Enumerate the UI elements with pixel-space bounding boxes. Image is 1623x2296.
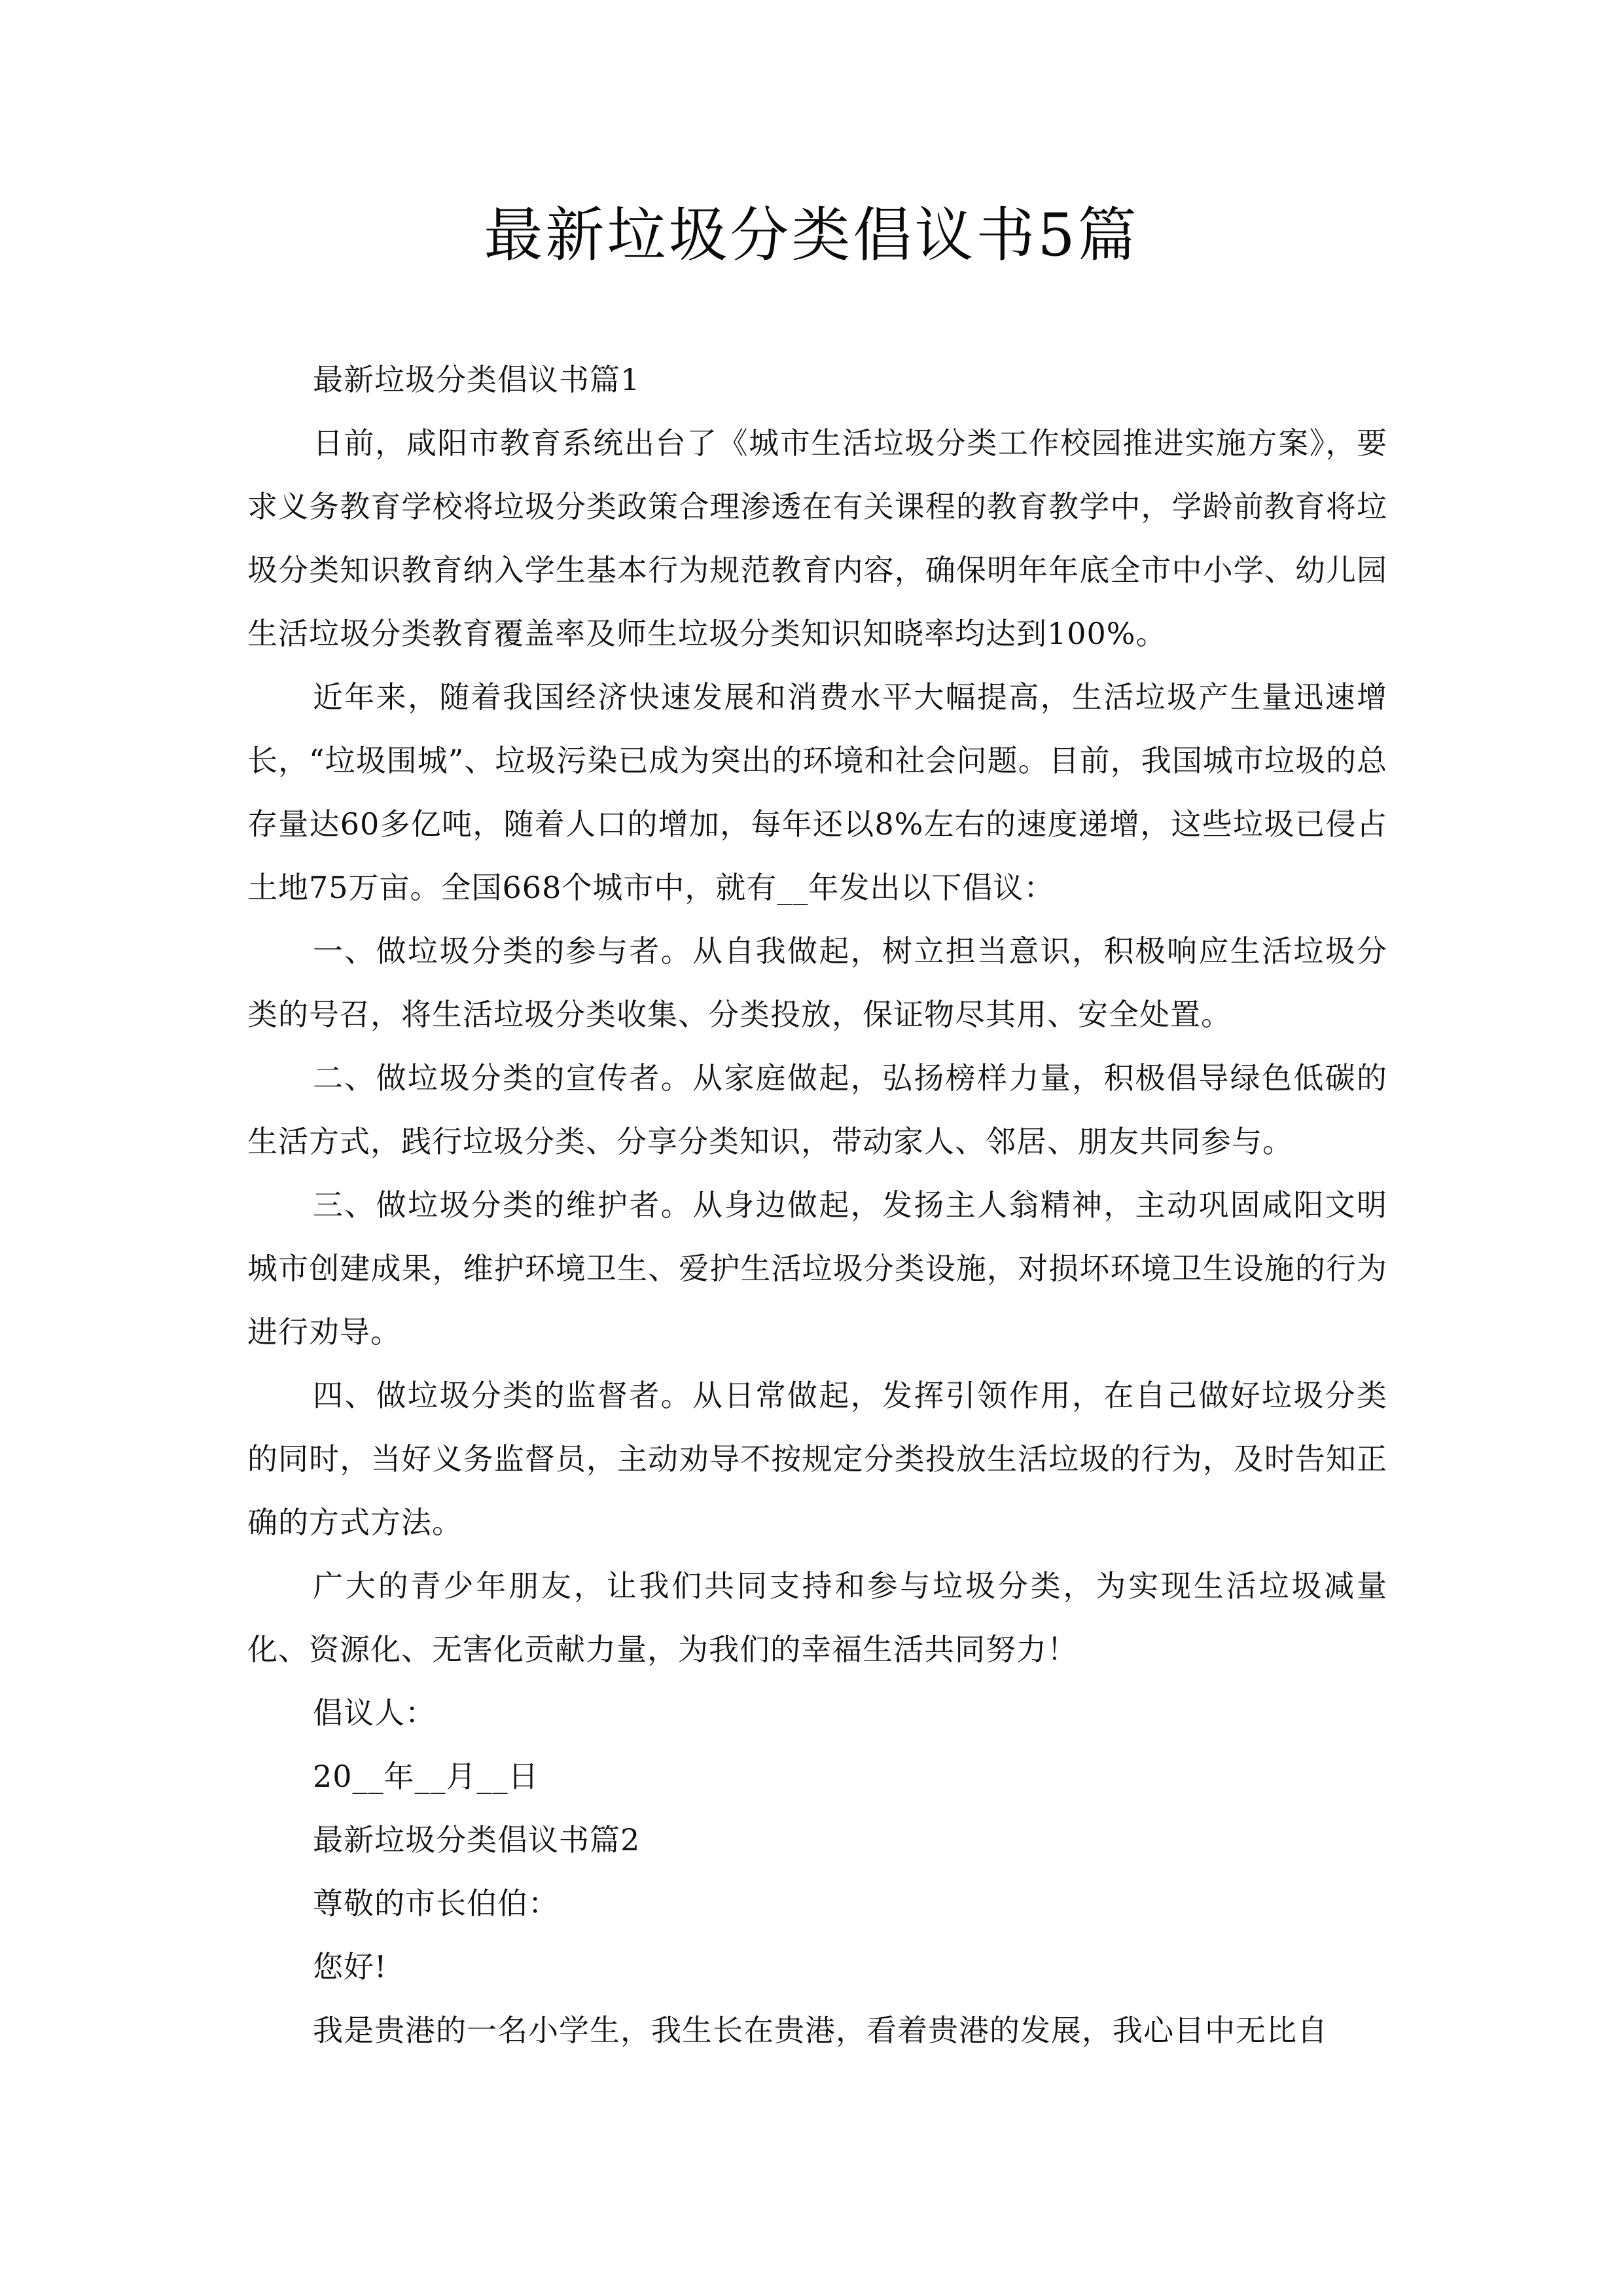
paragraph-item-2: 二、做垃圾分类的宣传者。从家庭做起，弘扬榜样力量，积极倡导绿色低碳的生活方式，践行垃圾分类、分享分类知识，带动家人、邻居、朋友共同参与。 xyxy=(247,1060,1387,1159)
paragraph-intro: 日前，咸阳市教育系统出台了《城市生活垃圾分类工作校园推进实施方案》，要求义务教育学校将垃圾分类政策合理渗透在有关课程的教育教学中，学龄前教育将垃圾分类知识教育纳入学生基本行为规范教育内容，确保明年年底全市中小学、幼儿园生活垃圾分类教育覆盖率及师生垃圾分类知识知晓率均达到100%。 xyxy=(247,425,1387,651)
paragraph-closing: 广大的青少年朋友，让我们共同支持和参与垃圾分类，为实现生活垃圾减量化、资源化、无害化贡献力量，为我们的幸福生活共同努力！ xyxy=(247,1568,1387,1667)
section-heading-2: 最新垃圾分类倡议书篇2 xyxy=(313,1822,641,1857)
document-title: 最新垃圾分类倡议书5篇 xyxy=(484,201,1139,270)
paragraph-item-4: 四、做垃圾分类的监督者。从日常做起，发挥引领作用，在自己做好垃圾分类的同时，当好义务监督员，主动劝导不按规定分类投放生活垃圾的行为，及时告知正确的方式方法。 xyxy=(247,1378,1387,1540)
paragraph-item-1: 一、做垃圾分类的参与者。从自我做起，树立担当意识，积极响应生活垃圾分类的号召，将生活垃圾分类收集、分类投放，保证物尽其用、安全处置。 xyxy=(247,933,1387,1032)
document-body xyxy=(247,348,1387,2062)
salutation: 尊敬的市长伯伯： xyxy=(313,1886,559,1921)
paragraph-item-3: 三、做垃圾分类的维护者。从身边做起，发扬主人翁精神，主动巩固咸阳文明城市创建成果，维护环境卫生、爱护生活垃圾分类设施，对损坏环境卫生设施的行为进行劝导。 xyxy=(247,1187,1387,1350)
paragraph-background: 近年来，随着我国经济快速发展和消费水平大幅提高，生活垃圾产生量迅速增长，“垃圾围城”、垃圾污染已成为突出的环境和社会问题。目前，我国城市垃圾的总存量达60多亿吨，随着人口的增加，每年还以8%左右的速度递增，这些垃圾已侵占土地75万亩。全国668个城市中，就有__年发出以下倡议： xyxy=(247,679,1387,905)
signature-label: 倡议人： xyxy=(313,1695,436,1731)
greeting: 您好! xyxy=(313,1949,387,1984)
section-heading-1: 最新垃圾分类倡议书篇1 xyxy=(313,362,641,397)
signature-date: 20__年__月__日 xyxy=(313,1759,539,1794)
paragraph-letter-start: 我是贵港的一名小学生，我生长在贵港，看着贵港的发展，我心目中无比自 xyxy=(313,2013,1328,2048)
